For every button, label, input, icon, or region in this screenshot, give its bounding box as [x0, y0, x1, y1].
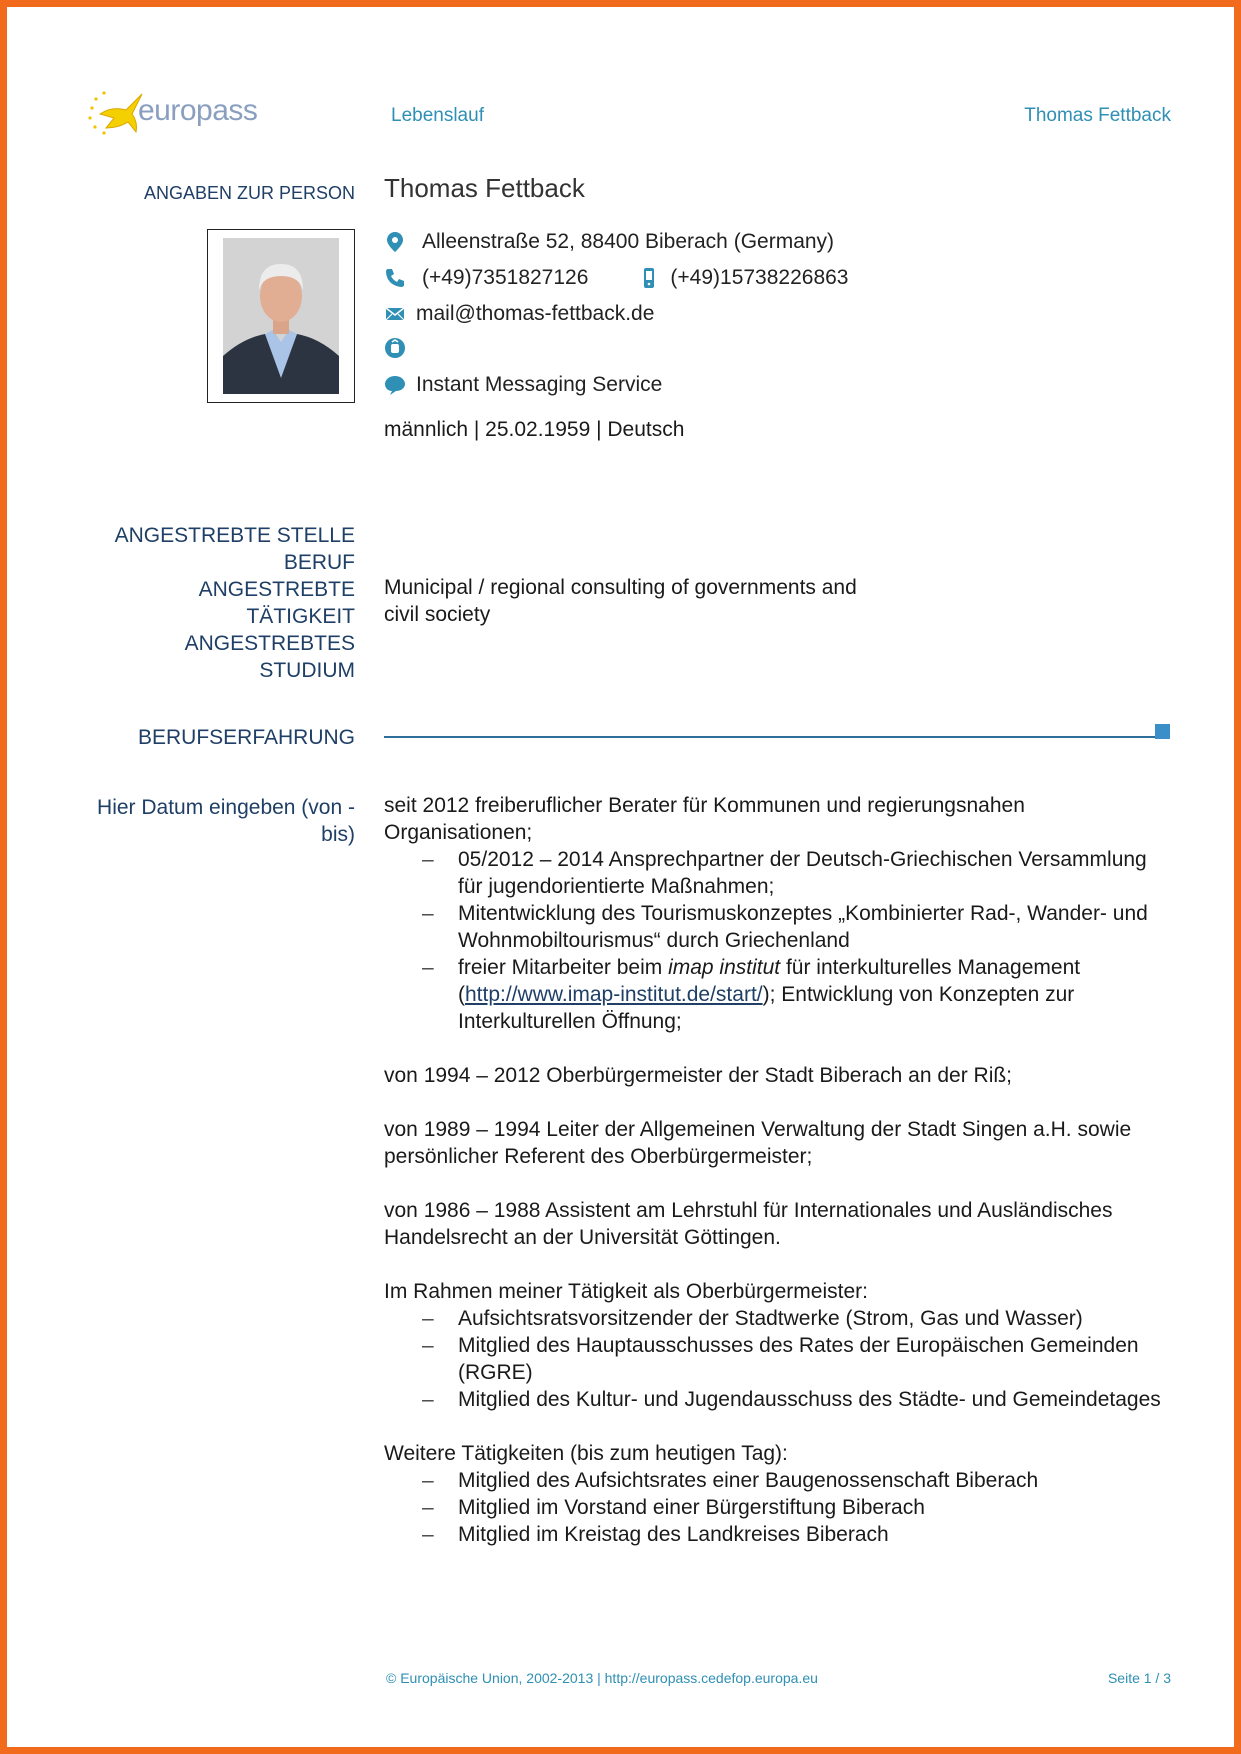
list-item: – Aufsichtsratsvorsitzender der Stadtwerke (Strom, Gas und Wasser) [384, 1305, 1174, 1332]
entry-6-intro: Weitere Tätigkeiten (bis zum heutigen Tag): [384, 1442, 788, 1465]
label-studium: STUDIUM [259, 659, 355, 682]
list-item: – Mitglied des Kultur- und Jugendausschuss des Städte- und Gemeindetages [384, 1386, 1174, 1413]
target-text-line1: Municipal / regional consulting of governments and [384, 576, 857, 599]
item-text: freier Mitarbeiter beim [458, 956, 669, 979]
target-text [384, 574, 1174, 628]
website-globe-icon [384, 337, 406, 359]
section-label-experience: BERUFSERFAHRUNG [137, 726, 355, 749]
list-item: – Mitglied im Kreistag des Landkreises Biberach [384, 1521, 1174, 1548]
entry-1-list [384, 846, 1174, 1035]
email-icon [384, 303, 406, 325]
list-item: – Mitentwicklung des Tourismuskonzeptes „Kombinierter Rad-, Wander- und Wohnmobiltourismus“ durch Griechenland [384, 900, 1174, 954]
list-item: – Mitglied des Hauptausschusses des Rates der Europäischen Gemeinden (RGRE) [384, 1332, 1174, 1386]
europass-logo [86, 88, 266, 138]
portrait-image [223, 238, 339, 394]
label-angestrebte-stelle: ANGESTREBTE STELLE [114, 524, 355, 547]
entry-1-intro: seit 2012 freiberuflicher Berater für Kommunen und regierungsnahen Organisationen; [384, 794, 1025, 844]
location-pin-icon [384, 231, 406, 253]
header-person-name: Thomas Fettback [1024, 105, 1171, 126]
address-text: Alleenstraße 52, 88400 Biberach (Germany) [422, 230, 835, 253]
list-item: – 05/2012 – 2014 Ansprechpartner der Deutsch-Griechischen Versammlung für jugendorientierte Maßnahmen; [384, 846, 1174, 900]
footer-copyright: © Europäische Union, 2002-2013 | http://europass.cedefop.europa.eu [386, 1670, 818, 1686]
im-service-link[interactable]: Instant Messaging Service [416, 373, 663, 396]
europass-star-figure-icon [86, 88, 146, 138]
person-name: Thomas Fettback [384, 173, 585, 203]
list-item: – Mitglied des Aufsichtsrates einer Baugenossenschaft Biberach [384, 1467, 1174, 1494]
section-divider [384, 736, 1169, 738]
date-label [97, 794, 355, 848]
label-angestrebte: ANGESTREBTE [198, 578, 355, 601]
list-item [384, 954, 1174, 1035]
experience-entry-1 [384, 792, 1174, 1035]
item-text: für interkulturelles Management ( [458, 956, 1081, 1006]
email-row [384, 302, 654, 326]
experience-entry-4: von 1986 – 1988 Assistent am Lehrstuhl für Internationales und Ausländisches Handelsrecht an der Universität Göttingen. [384, 1199, 1113, 1249]
experience-entry-3: von 1989 – 1994 Leiter der Allgemeinen Verwaltung der Stadt Singen a.H. sowie persönlicher Referent des Oberbürgermeister; [384, 1118, 1132, 1168]
label-beruf: BERUF [283, 551, 355, 574]
label-taetigkeit: TÄTIGKEIT [246, 605, 355, 628]
phone-icon [384, 267, 406, 289]
item-em: imap institut [668, 956, 781, 979]
address-row [384, 230, 834, 254]
entry-6-list [384, 1467, 1174, 1548]
document-type: Lebenslauf [391, 105, 484, 126]
date-label-line2: bis) [321, 823, 355, 846]
experience-content [384, 792, 1174, 1548]
personal-details: männlich | 25.02.1959 | Deutsch [384, 418, 685, 441]
experience-entry-5 [384, 1278, 1174, 1413]
mobile-number[interactable]: (+49)15738226863 [670, 266, 849, 289]
entry-5-list [384, 1305, 1174, 1413]
experience-entry-2: von 1994 – 2012 Oberbürgermeister der Stadt Biberach an der Riß; [384, 1064, 1013, 1087]
phone-number[interactable]: (+49)7351827126 [422, 266, 589, 289]
profile-photo [207, 229, 355, 403]
website-row [384, 337, 422, 359]
speech-bubble-icon [384, 374, 406, 396]
email-address[interactable]: mail@thomas-fettback.de [416, 302, 655, 325]
date-label-line1: Hier Datum eingeben (von - [97, 796, 355, 819]
label-angestrebtes: ANGESTREBTES [184, 632, 355, 655]
logo-wordmark: europass [138, 94, 258, 127]
target-text-line2: civil society [384, 603, 491, 626]
im-row [384, 373, 662, 397]
footer-page-number: Seite 1 / 3 [1107, 1670, 1171, 1686]
item-text: ); Entwicklung von Konzepten zur Interkulturellen Öffnung; [458, 983, 1075, 1033]
phone-row [384, 266, 849, 290]
section-label-personal: ANGABEN ZUR PERSON [143, 183, 355, 203]
list-item: – Mitglied im Vorstand einer Bürgerstiftung Biberach [384, 1494, 1174, 1521]
imap-link[interactable]: http://www.imap-institut.de/start/ [465, 983, 763, 1006]
section-marker [1155, 724, 1170, 739]
mobile-phone-icon [638, 267, 660, 289]
target-labels [115, 522, 355, 684]
entry-5-intro: Im Rahmen meiner Tätigkeit als Oberbürgermeister: [384, 1280, 868, 1303]
experience-entry-6 [384, 1440, 1174, 1548]
